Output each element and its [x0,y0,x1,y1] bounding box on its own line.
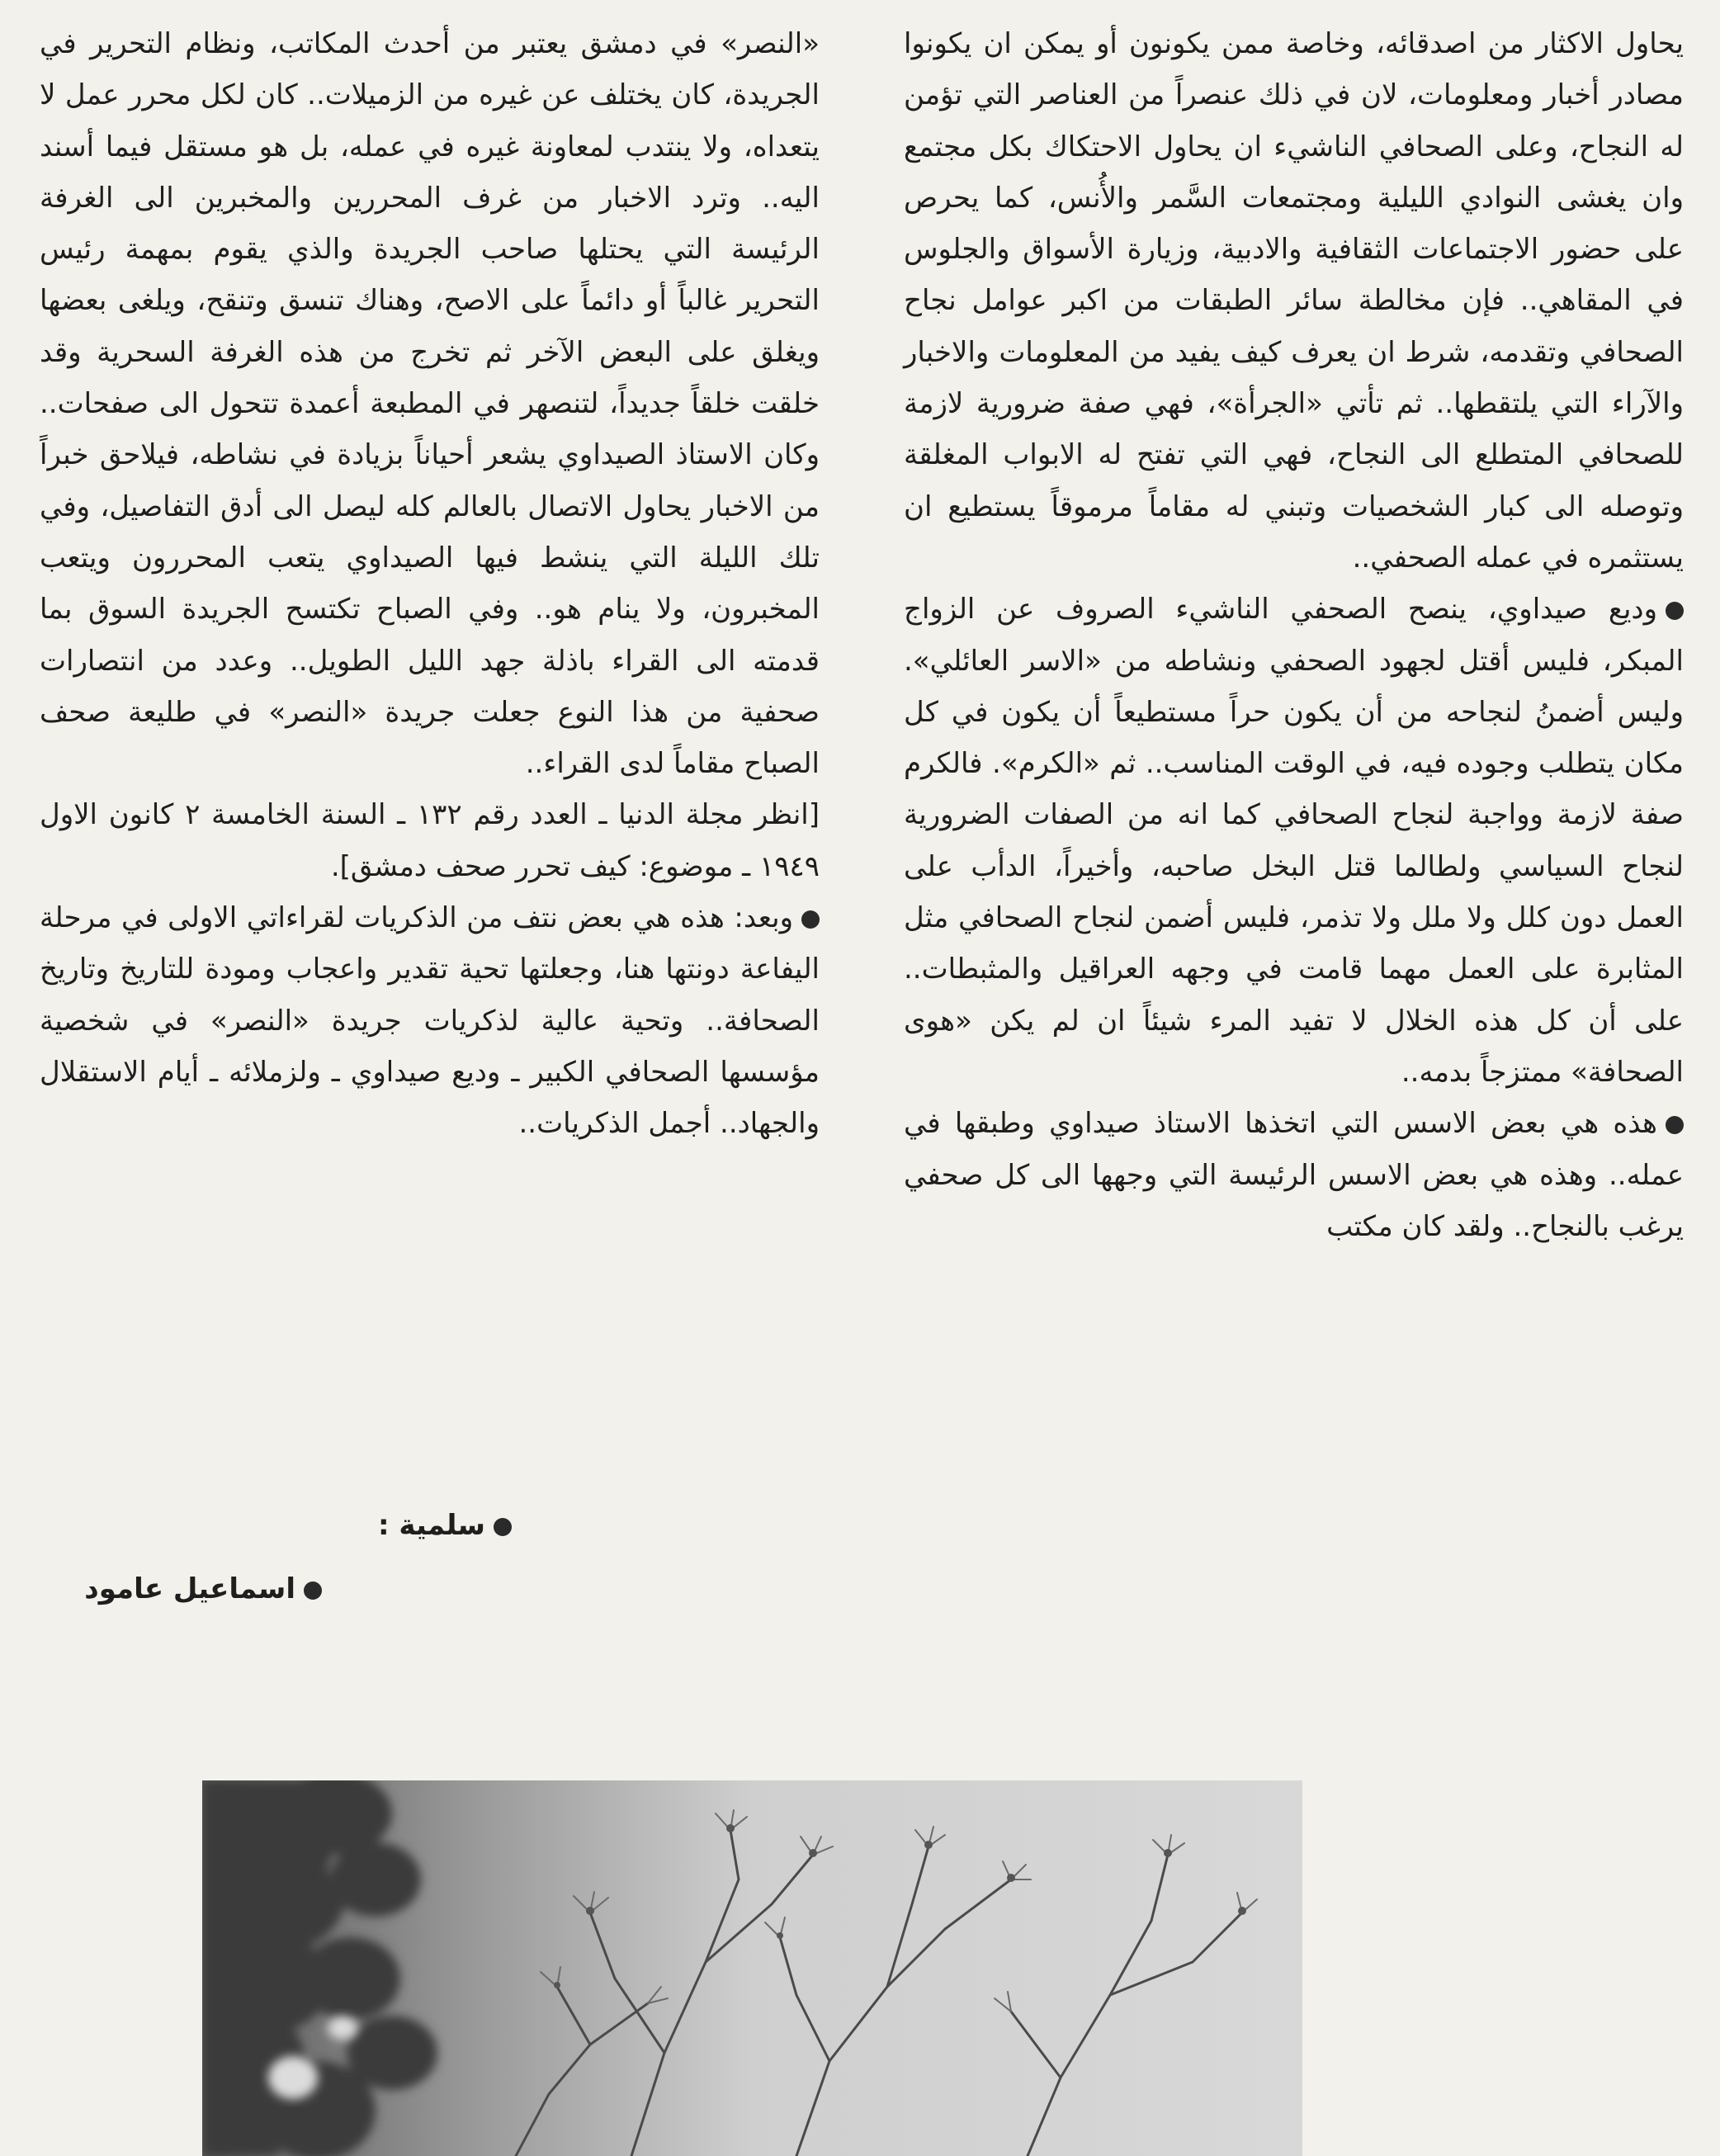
bullet-icon [801,910,820,929]
article-column-left [40,18,820,1150]
paragraph-text: هذه هي بعض الاسس التي اتخذها الاستاذ صيداوي وطبقها في عمله.. وهذه هي بعض الاسس الرئيسة التي وجهها الى كل صحفي يرغب بالنجاح.. ولقد كان مكتب [904,1107,1684,1243]
paragraph [904,584,1684,1098]
signature-author: اسماعيل عامود [50,1572,322,1605]
article-column-right [904,18,1684,1252]
paragraph [904,1098,1684,1252]
citation: [انظر مجلة الدنيا ـ العدد رقم ١٣٢ ـ السنة الخامسة ٢ كانون الاول ١٩٤٩ ـ موضوع: كيف تحرر صحف دمشق]. [40,798,820,883]
paragraph [40,892,820,1149]
paragraph-text: وبعد: هذه هي بعض نتف من الذكريات لقراءاتي الاولى في مرحلة اليفاعة دونتها هنا، وجعلتها تحية تقدير واعجاب ومودة للتاريخ وتاريخ الصحافة.. وتحية عالية لذكريات جريدة «النصر» في شخصية مؤسسها الصحافي الكبير ـ وديع صيداوي ـ ولزملائه ـ أيام الاستقلال والجهاد.. أجمل الذكريات.. [40,901,820,1141]
bullet-icon [1666,602,1684,620]
bullet-icon [1666,1116,1684,1134]
paragraph-text: وديع صيداوي، ينصح الصحفي الناشيء الصروف عن الزواج المبكر، فليس أقتل لجهود الصحفي ونشاطه من «الاسر العائلي». وليس أضمنُ لنجاحه من أن يكون حراً مستطيعاً أن يكون في كل مكان يتطلب وجوده فيه، في الوقت المناسب.. ثم «الكرم». فالكرم صفة لازمة وواجبة لنجاح الصحافي كما انه من الصفات الضرورية لنجاح السياسي ولطالما قتل البخل صاحبه، وأخيراً، الدأب على العمل دون كلل ولا ملل ولا تذمر، فليس أضمن لنجاح الصحافي مثل المثابرة على العمل مهما قامت في وجهه العراقيل والمثبطات.. على أن كل هذه الخلال لا تفيد المرء شيئاً ان لم يكن «هوى الصحافة» ممتزجاً بدمه.. [904,593,1684,1089]
paragraph: يحاول الاكثار من اصدقائه، وخاصة ممن يكونون أو يمكن ان يكونوا مصادر أخبار ومعلومات، لان في ذلك عنصراً من العناصر التي تؤمن له النجاح، وعلى الصحافي الناشيء ان يحاول الاحتكاك بكل مجتمع وان يغشى النوادي الليلية ومجتمعات السَّمر والأُنس، كما يحرص على حضور الاجتماعات الثقافية والادبية، وزيارة الأسواق والجلوس في المقاهي.. فإن مخالطة سائر الطبقات من اكبر عوامل نجاح الصحافي وتقدمه، شرط ان يعرف كيف يفيد من المعلومات والاخبار والآراء التي يلتقطها.. ثم تأتي «الجرأة»، فهي صفة ضرورية لازمة للصحافي المتطلع الى النجاح، فهي التي تفتح له الابواب المغلقة وتوصله الى كبار الشخصيات وتبني له مقاماً مرموقاً يستطيع ان يستثمره في عمله الصحفي.. [904,27,1684,574]
bullet-icon [304,1582,322,1600]
bullet-icon [494,1518,512,1536]
paragraph: «النصر» في دمشق يعتبر من أحدث المكاتب، ونظام التحرير في الجريدة، كان يختلف عن غيره من الزميلات.. كان لكل محرر عمل لا يتعداه، ولا ينتدب لمعاونة غيره في عمله، بل هو مستقل فيما أسند اليه.. وترد الاخبار من غرف المحررين والمخبرين الى الغرفة الرئيسة التي يحتلها صاحب الجريدة والذي يقوم بمهمة رئيس التحرير غالباً أو دائماً على الاصح، وهناك تنسق وتنقح، ويلغى بعضها ويغلق على البعض الآخر ثم تخرج من هذه الغرفة السحرية وقد خلقت خلقاً جديداً، لتنصهر في المطبعة أعمدة تتحول الى صفحات.. وكان الاستاذ الصيداوي يشعر أحياناً بزيادة في نشاطه، فيلاحق خبراً من الاخبار يحاول الاتصال بالعالم كله ليصل الى أدق التفاصيل، وفي تلك الليلة التي ينشط فيها الصيداوي يتعب المحررون ويتعب المخبرون، ولا ينام هو.. وفي الصباح تكتسح الجريدة السوق بما قدمته الى القراء باذلة جهد الليل الطويل.. وعدد من انتصارات صحفية من هذا النوع جعلت جريدة «النصر» في طليعة صحف الصباح مقاماً لدى القراء.. [40,27,820,781]
signature-place: سلمية : [363,1509,512,1542]
tree-branches-photo [202,1780,1302,2156]
